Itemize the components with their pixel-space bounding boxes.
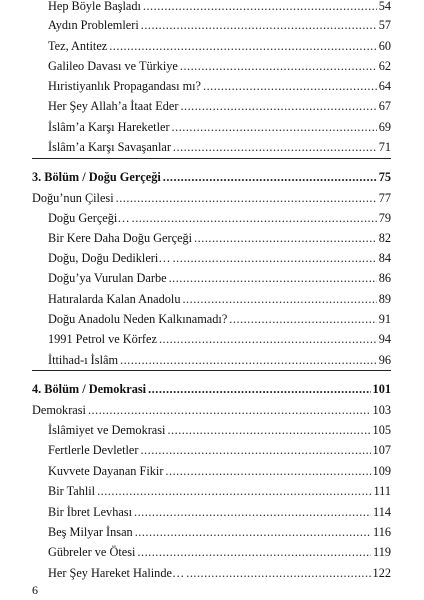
dot-leader xyxy=(182,289,376,309)
toc-entry-title: Her Şey Hareket Halinde… xyxy=(48,566,185,580)
toc-entry xyxy=(32,208,391,228)
toc-entry-title: Demokrasi xyxy=(32,403,86,417)
dot-leader xyxy=(109,36,376,56)
dot-leader xyxy=(148,379,370,399)
toc-entry-page: 77 xyxy=(378,191,391,205)
toc-entry-page: 101 xyxy=(372,382,391,396)
toc-entry-page: 103 xyxy=(372,403,391,417)
toc-section-entry xyxy=(32,400,391,420)
dot-leader xyxy=(167,420,370,440)
toc-entry-title: Galileo Davası ve Türkiye xyxy=(48,59,178,73)
page-number: 6 xyxy=(32,583,38,597)
toc-entry-title: Bir İbret Levhası xyxy=(48,505,133,519)
toc-entry-title: Gübreler ve Ötesi xyxy=(48,545,136,559)
toc-entry-page: 116 xyxy=(373,525,391,539)
dot-leader xyxy=(163,167,377,187)
toc-entry xyxy=(32,563,391,583)
dot-leader xyxy=(186,563,370,583)
toc-entry-title: Doğu’ya Vurulan Darbe xyxy=(48,271,167,285)
toc-entry-page: 91 xyxy=(378,312,391,326)
toc-entry-page: 64 xyxy=(378,79,391,93)
dot-leader xyxy=(180,96,376,116)
section-divider xyxy=(32,158,391,159)
dot-leader xyxy=(135,522,371,542)
dot-leader xyxy=(194,228,377,248)
toc-entry-page: 96 xyxy=(378,353,391,367)
toc-entry-title: 1991 Petrol ve Körfez xyxy=(48,332,157,346)
dot-leader xyxy=(120,350,377,370)
toc-entry-page: 62 xyxy=(378,59,391,73)
dot-leader xyxy=(159,329,377,349)
toc-entry xyxy=(32,0,391,16)
dot-leader xyxy=(134,502,371,522)
toc-entry-title: Hatıralarda Kalan Anadolu xyxy=(48,292,181,306)
toc-entry-title: İslâmiyet ve Demokrasi xyxy=(48,423,166,437)
toc-entry-title: İslâm’a Karşı Hareketler xyxy=(48,120,170,134)
toc-entry-page: 89 xyxy=(378,292,391,306)
toc-entry-title: Fertlerle Devletler xyxy=(48,443,139,457)
toc-section-entry xyxy=(32,188,391,208)
toc-entry-title: Her Şey Allah’a İtaat Eder xyxy=(48,99,179,113)
toc-entry xyxy=(32,329,391,349)
toc-entry-title: Hıristiyanlık Propagandası mı? xyxy=(48,79,202,93)
dot-leader xyxy=(229,309,376,329)
toc-chapter-heading xyxy=(32,379,391,399)
toc-entry-page: 71 xyxy=(378,140,391,154)
toc-entry-title: İslâm’a Karşı Savaşanlar xyxy=(48,140,171,154)
toc-chapter-heading xyxy=(32,167,391,187)
dot-leader xyxy=(169,268,377,288)
dot-leader xyxy=(141,15,377,35)
toc-entry-title: Doğu’nun Çilesi xyxy=(32,191,114,205)
toc-entry-title: Doğu Gerçeği… xyxy=(48,211,130,225)
dot-leader xyxy=(137,542,371,562)
toc-entry-page: 69 xyxy=(378,120,391,134)
dot-leader xyxy=(165,461,370,481)
toc-entry-title: Beş Milyar İnsan xyxy=(48,525,133,539)
dot-leader xyxy=(97,481,371,501)
toc-entry-page: 114 xyxy=(373,505,391,519)
dot-leader xyxy=(88,400,371,420)
toc-entry xyxy=(32,36,391,56)
toc-entry xyxy=(32,137,391,157)
toc-entry-title: 4. Bölüm / Demokrasi xyxy=(32,382,147,396)
toc-entry-title: Kuvvete Dayanan Fikir xyxy=(48,464,164,478)
toc-entry-page: 105 xyxy=(372,423,391,437)
toc-entry-page: 79 xyxy=(378,211,391,225)
toc-entry-page: 107 xyxy=(372,443,391,457)
toc-entry-page: 60 xyxy=(378,39,391,53)
toc-entry xyxy=(32,289,391,309)
toc-entry xyxy=(32,522,391,542)
toc-entry-title: Doğu Anadolu Neden Kalkınamadı? xyxy=(48,312,228,326)
toc-entry-title: İttihad-ı İslâm xyxy=(48,353,119,367)
dot-leader xyxy=(173,248,377,268)
toc-entry-title: Tez, Antitez xyxy=(48,39,108,53)
toc-entry xyxy=(32,56,391,76)
dot-leader xyxy=(116,188,377,208)
toc-entry xyxy=(32,96,391,116)
toc-entry xyxy=(32,481,391,501)
toc-entry xyxy=(32,420,391,440)
toc-entry xyxy=(32,440,391,460)
toc-entry-page: 94 xyxy=(378,332,391,346)
dot-leader xyxy=(173,137,377,157)
toc-entry xyxy=(32,228,391,248)
toc-entry-page: 57 xyxy=(378,18,391,32)
dot-leader xyxy=(180,56,377,76)
toc-entry xyxy=(32,309,391,329)
dot-leader xyxy=(132,208,377,228)
dot-leader xyxy=(140,440,370,460)
dot-leader xyxy=(172,117,377,137)
toc-entry xyxy=(32,15,391,35)
toc-entry-page: 122 xyxy=(372,566,391,580)
toc-entry-page: 119 xyxy=(373,545,391,559)
toc-entry-title: Aydın Problemleri xyxy=(48,18,139,32)
toc-entry xyxy=(32,268,391,288)
toc-entry-page: 109 xyxy=(372,464,391,478)
toc-entry-title: Doğu, Doğu Dedikleri… xyxy=(48,251,171,265)
toc-entry xyxy=(32,502,391,522)
dot-leader xyxy=(143,0,377,16)
toc-entry-page: 54 xyxy=(378,0,391,13)
toc-entry-title: Bir Kere Daha Doğu Gerçeği xyxy=(48,231,193,245)
toc-entry xyxy=(32,248,391,268)
dot-leader xyxy=(203,76,377,96)
toc-entry xyxy=(32,350,391,370)
toc-entry xyxy=(32,76,391,96)
toc-entry xyxy=(32,542,391,562)
toc-entry xyxy=(32,461,391,481)
toc-entry-title: Hep Böyle Başladı xyxy=(48,0,141,13)
toc-entry xyxy=(32,117,391,137)
toc-entry-title: 3. Bölüm / Doğu Gerçeği xyxy=(32,170,161,184)
toc-entry-page: 86 xyxy=(378,271,391,285)
toc-entry-page: 75 xyxy=(378,170,391,184)
toc-entry-title: Bir Tahlil xyxy=(48,484,96,498)
toc-entry-page: 82 xyxy=(378,231,391,245)
section-divider xyxy=(32,370,391,371)
toc-entry-page: 111 xyxy=(373,484,391,498)
toc-entry-page: 67 xyxy=(378,99,391,113)
toc-entry-page: 84 xyxy=(378,251,391,265)
